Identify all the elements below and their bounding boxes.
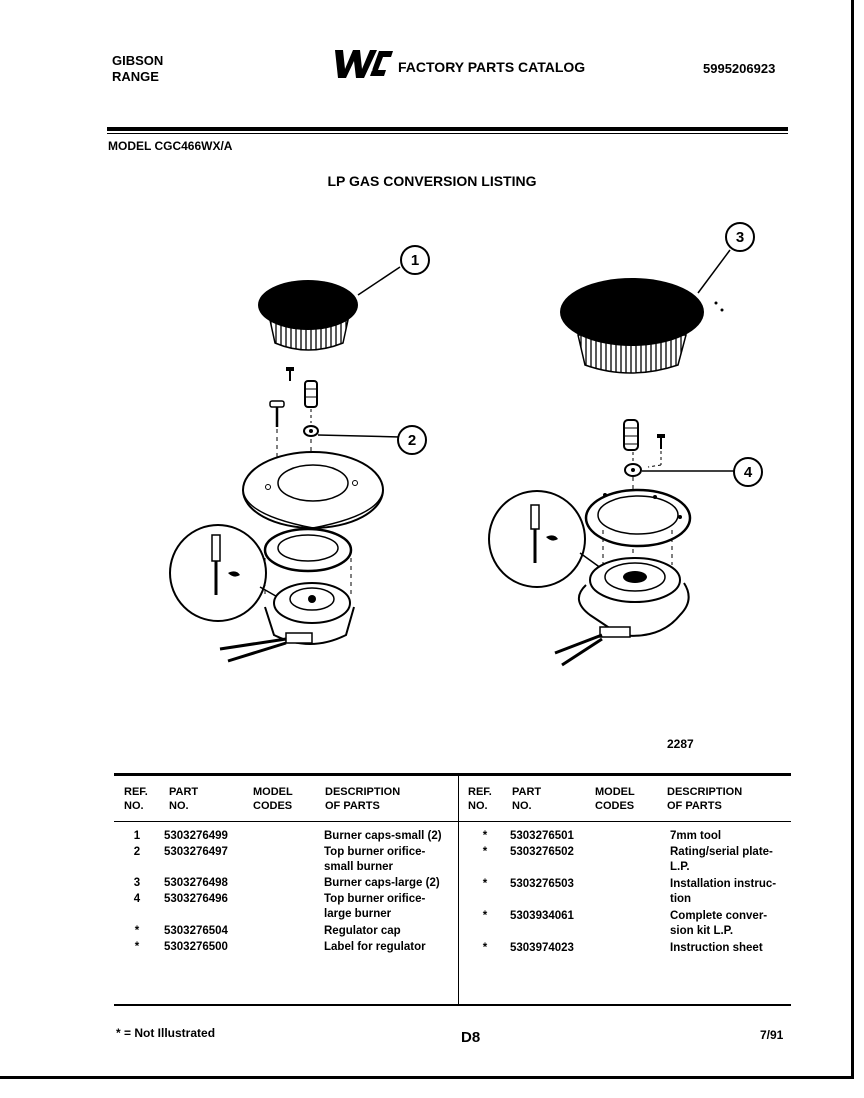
catalog-number: 5995206923 [703,61,776,76]
diagram-code: 2287 [667,737,694,751]
table-top-rule [114,773,791,776]
page-id: D8 [461,1029,481,1046]
callout-1 [401,246,429,274]
large-burner-cap [560,278,704,373]
right-burner-ring [586,490,690,546]
large-orifice-spud [624,420,638,450]
brand-line-1: GIBSON [112,53,164,68]
table-divider [458,776,459,1004]
header-rule-thin [107,133,788,134]
header-part: PART NO. [169,786,199,812]
callout-4 [734,458,762,486]
svg-text:3: 3 [735,229,745,246]
header-ref: REF. NO. [124,786,148,812]
header-ref-right: REF. NO. [468,786,492,812]
small-screw [286,367,294,381]
header-model-right: MODEL CODES [595,786,635,812]
wci-logo [333,47,395,81]
table-bottom-rule [114,1004,791,1006]
page-border-bottom [0,1076,854,1079]
header-desc: DESCRIPTION OF PARTS [325,786,401,812]
table-header-rule [114,821,791,822]
burner-head-ring [243,452,383,528]
brand-block [112,53,163,85]
not-illustrated-note: * = Not Illustrated [116,1026,216,1040]
exploded-parts-diagram [150,215,770,675]
page-border-right [851,0,854,1078]
header-rule [107,127,788,131]
electrode-detail-circle [170,525,266,621]
header-part-right: PART NO. [512,786,542,812]
catalog-title: FACTORY PARTS CATALOG [398,59,586,75]
small-burner-cap [258,280,358,350]
orifice-spud [305,381,317,407]
page-date: 7/91 [760,1028,784,1042]
header-desc-right: DESCRIPTION OF PARTS [667,786,743,812]
callout-3 [726,223,754,251]
right-valve-body [555,558,689,665]
burner-base-ring [265,529,351,571]
callout-2 [398,426,426,454]
brand-line-2: RANGE [112,69,159,84]
small-burner-orifice [304,426,318,436]
large-burner-orifice [625,464,641,476]
svg-text:WCI: WCI [369,70,373,72]
svg-text:2: 2 [407,432,417,449]
svg-text:4: 4 [743,464,753,481]
right-screw [657,434,665,449]
large-screw [270,401,284,427]
model-line: MODEL CGC466WX/A [108,139,233,153]
parts-table: REF. NO. PART NO. MODEL CODES DESCRIPTION OF PARTS REF. NO. PART NO. MODEL CODES DESCRIPTION OF PARTS 1 5303276499 Burner caps-small (2) 2 5303276497 Top burner orifice- small burner 3 5303276498 Burner caps-large (2) 4 5303276496 Top burner orifice- large burner * 5303276504 Regulator cap * 5303276500 Label for regulator * 5303276501 7mm tool * 5303276502 Rating/serial plate- L.P. * 5303276503 Installation instruc- tion * 5303934061 Complete conver- sion kit L.P. * 5303974023 Instruction sheet [114,773,791,1006]
header-model: MODEL CODES [253,786,293,812]
svg-text:1: 1 [410,252,420,269]
right-electrode-detail-circle [489,491,585,587]
section-title: LP GAS CONVERSION LISTING [327,173,537,189]
